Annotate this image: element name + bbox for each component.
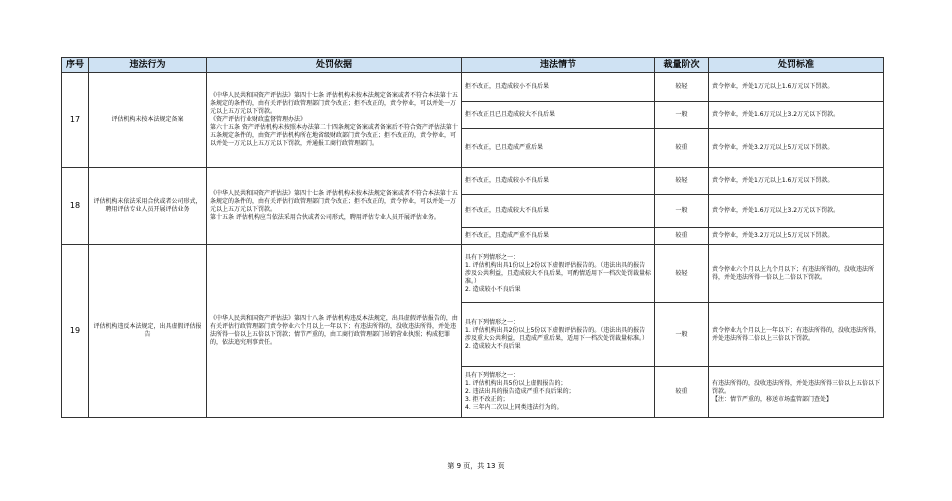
violation-act: 评估机构违反本法规定，出具虚假评估报告	[89, 245, 207, 418]
header-violation: 违法行为	[89, 58, 207, 73]
circumstance: 拒不改正，且造成较小不良后果	[462, 168, 655, 195]
discretion-level: 一般	[655, 303, 709, 367]
penalty-standard-table-sheet	[61, 57, 883, 418]
penalty-standard: 责令停业，并处3.2万元以上5万元以下罚款。	[709, 129, 884, 168]
discretion-level: 一般	[655, 195, 709, 228]
header-no: 序号	[62, 58, 89, 73]
circumstance: 拒不改正，已且造成严重后果	[462, 129, 655, 168]
penalty-standard: 责令停业，并处1.6万元以上3.2万元以下罚款。	[709, 102, 884, 129]
violation-act: 评估机构未按本法规定备案	[89, 73, 207, 168]
violation-act: 评估机构未依法采用合伙或者公司形式，聘用评估专业人员开展评估业务	[89, 168, 207, 245]
penalty-standard: 有违法所得的，没收违法所得，并处违法所得三倍以上五倍以下罚款。 【注：情节严重的，移送市场监管部门查处】	[709, 367, 884, 418]
penalty-basis: 《中华人民共和国资产评估法》第四十七条 评估机构未按本法规定备案或者不符合本法第十五条规定的条件的，由有关评估行政管理部门责令改正；拒不改正的，责令停业，可以并处一万元以上五万元以下罚款。 第十五条 评估机构应当依法采用合伙或者公司形式，聘用评估专业人员开展评估业务。	[207, 168, 462, 245]
circumstance: 具有下列情形之一： 1. 评估机构出具1份以上2份以下虚假评估报告的。（违法出具的报告涉及公共利益，且造成较大不良后果，可酌情适用下一档次处罚裁量标准。） 2. 造成较小不良后果	[462, 245, 655, 303]
table-row	[62, 73, 884, 102]
header-circumstance: 违法情节	[462, 58, 655, 73]
penalty-standard: 责令停业六个月以上九个月以下；有违法所得的，没收违法所得，并处违法所得一倍以上二倍以下罚款。	[709, 245, 884, 303]
table-row	[62, 245, 884, 303]
header-level: 裁量阶次	[655, 58, 709, 73]
discretion-level: 较轻	[655, 168, 709, 195]
discretion-level: 一般	[655, 102, 709, 129]
discretion-level: 较重	[655, 367, 709, 418]
discretion-level: 较重	[655, 228, 709, 245]
circumstance: 具有下列情形之一： 1. 评估机构出具2份以上5份以下虚假评估报告的。（违法出具的报告涉及重大公共利益，且造成严重后果，适用下一档次处罚裁量标准。） 2. 造成较大不良后果	[462, 303, 655, 367]
circumstance: 拒不改正且已且造成较大不良后果	[462, 102, 655, 129]
row-number: 18	[62, 168, 89, 245]
discretion-level: 较轻	[655, 73, 709, 102]
circumstance: 拒不改正，且造成较大不良后果	[462, 195, 655, 228]
penalty-basis: 《中华人民共和国资产评估法》第四十八条 评估机构违反本法规定，出具虚假评估报告的，由有关评估行政管理部门责令停业六个月以上一年以下；有违法所得的，没收违法所得，并处违法所得一倍以上五倍以下罚款；情节严重的，由工商行政管理部门吊销营业执照；构成犯罪的，依法追究刑事责任。	[207, 245, 462, 418]
penalty-standard: 责令停业，并处3.2万元以上5万元以下罚款。	[709, 228, 884, 245]
table-header-row	[62, 58, 884, 73]
penalty-basis: 《中华人民共和国资产评估法》第四十七条 评估机构未按本法规定备案或者不符合本法第十五条规定的条件的，由有关评估行政管理部门责令改正；拒不改正的，责令停业，可以并处一万元以上五万元以下罚款。 《资产评估行业财政监督管理办法》 第六十五条 资产评估机构未按照本办法第二十四条规定备案或者备案后不符合资产评估法第十五条规定条件的，由资产评估机构所在地省级财政部门责令改正；拒不改正的，责令停业，可以并处一万元以上五万元以下罚款，并通报工商行政管理部门。	[207, 73, 462, 168]
penalty-standard: 责令停业，并处1万元以上1.6万元以下罚款。	[709, 168, 884, 195]
header-basis: 处罚依据	[207, 58, 462, 73]
penalty-standard: 责令停业，并处1.6万元以上3.2万元以下罚款。	[709, 195, 884, 228]
page-footer: 第 9 页，共 13 页	[447, 462, 505, 470]
penalty-standard: 责令停业，并处1万元以上1.6万元以下罚款。	[709, 73, 884, 102]
penalty-standard: 责令停业九个月以上一年以下；有违法所得的，没收违法所得，并处违法所得二倍以上三倍以下罚款。	[709, 303, 884, 367]
penalty-table	[61, 57, 884, 418]
header-standard: 处罚标准	[709, 58, 884, 73]
circumstance: 拒不改正，且造成较小不良后果	[462, 73, 655, 102]
discretion-level: 较重	[655, 129, 709, 168]
circumstance: 拒不改正，且造成严重不良后果	[462, 228, 655, 245]
row-number: 17	[62, 73, 89, 168]
discretion-level: 较轻	[655, 245, 709, 303]
row-number: 19	[62, 245, 89, 418]
table-row	[62, 168, 884, 195]
circumstance: 具有下列情形之一： 1. 评估机构出具5份以上虚假报告的； 2. 违法出具的报告造成严重不良后果的； 3. 拒不改正的； 4. 三年内二次以上同类违法行为的。	[462, 367, 655, 418]
